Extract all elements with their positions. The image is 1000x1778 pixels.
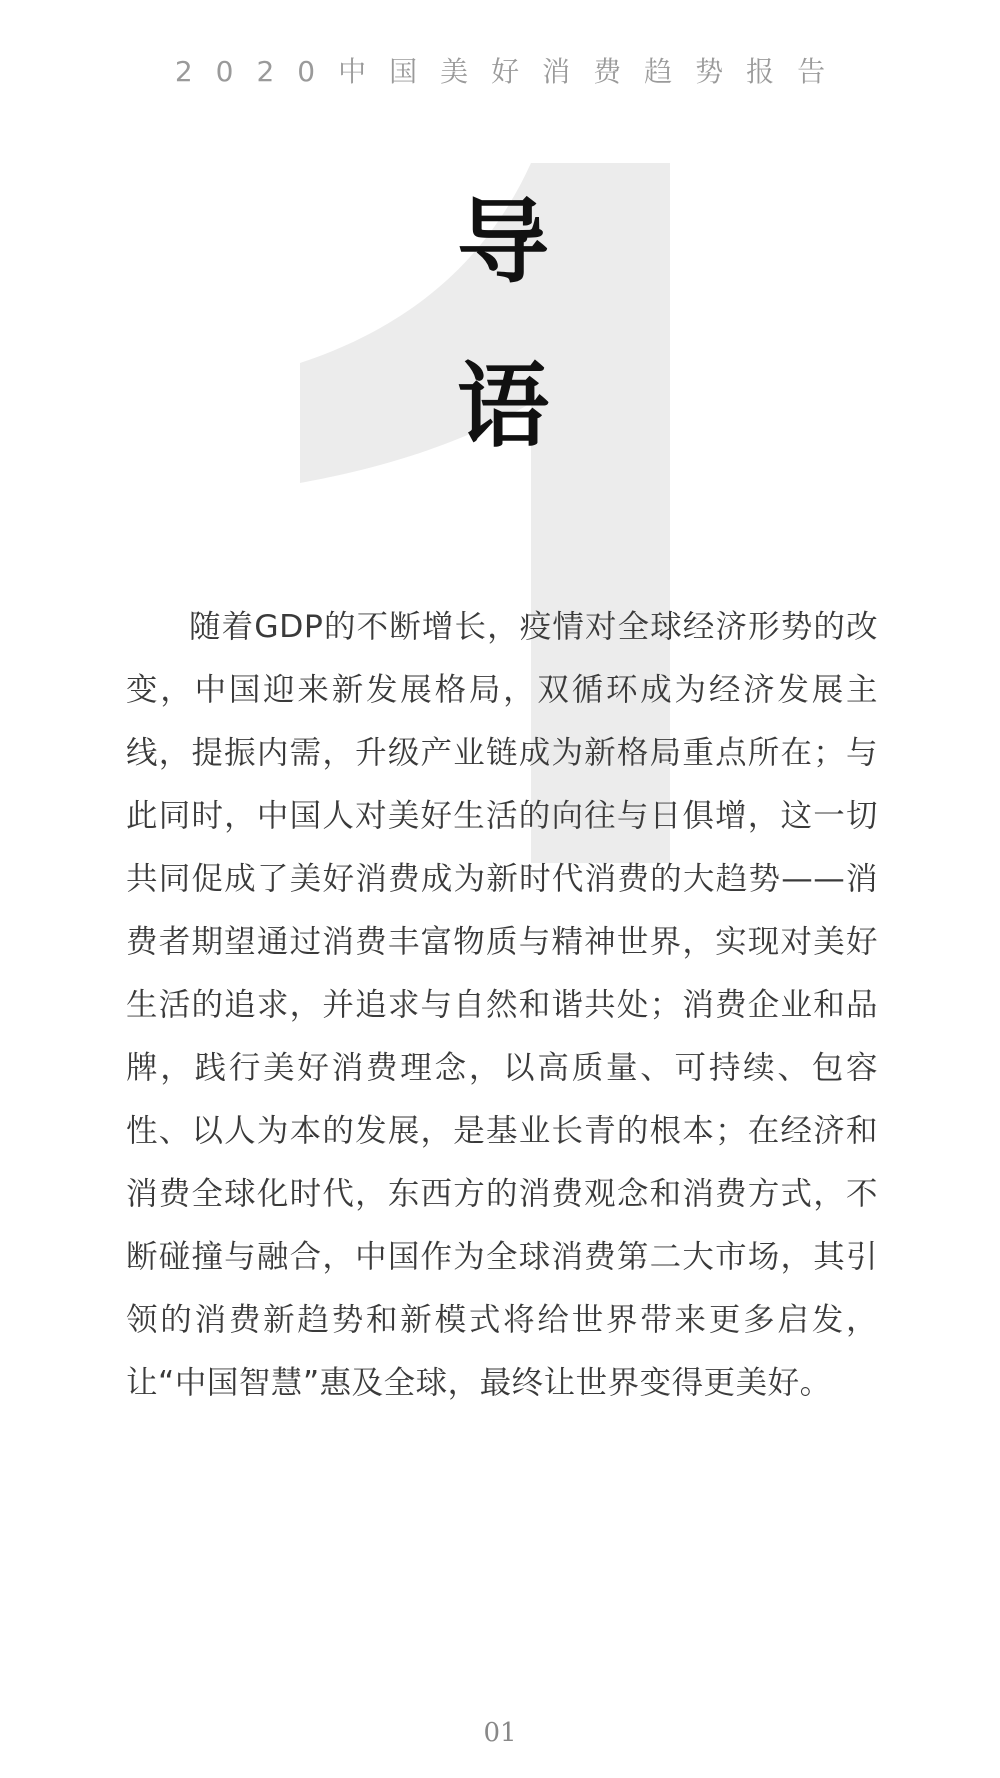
section-title-char-1: 导 bbox=[456, 188, 549, 296]
page-number: 01 bbox=[483, 1718, 517, 1748]
intro-paragraph: 随着GDP的不断增长，疫情对全球经济形势的改变，中国迎来新发展格局，双循环成为经济发展主线，提振内需，升级产业链成为新格局重点所在；与此同时，中国人对美好生活的向往与日俱增，这一切共同促成了美好消费成为新时代消费的大趋势——消费者期望通过消费丰富物质与精神世界，实现对美好生活的追求，并追求与自然和谐共处；消费企业和品牌，践行美好消费理念，以高质量、可持续、包容性、以人为本的发展，是基业长青的根本；在经济和消费全球化时代，东西方的消费观念和消费方式，不断碰撞与融合，中国作为全球消费第二大市场，其引领的消费新趋势和新模式将给世界带来更多启发，让“中国智慧”惠及全球，最终让世界变得更美好。 bbox=[126, 609, 878, 1401]
section-title-char-2: 语 bbox=[456, 352, 549, 460]
report-header-title: 2020中国美好消费趋势报告 bbox=[174, 55, 849, 88]
